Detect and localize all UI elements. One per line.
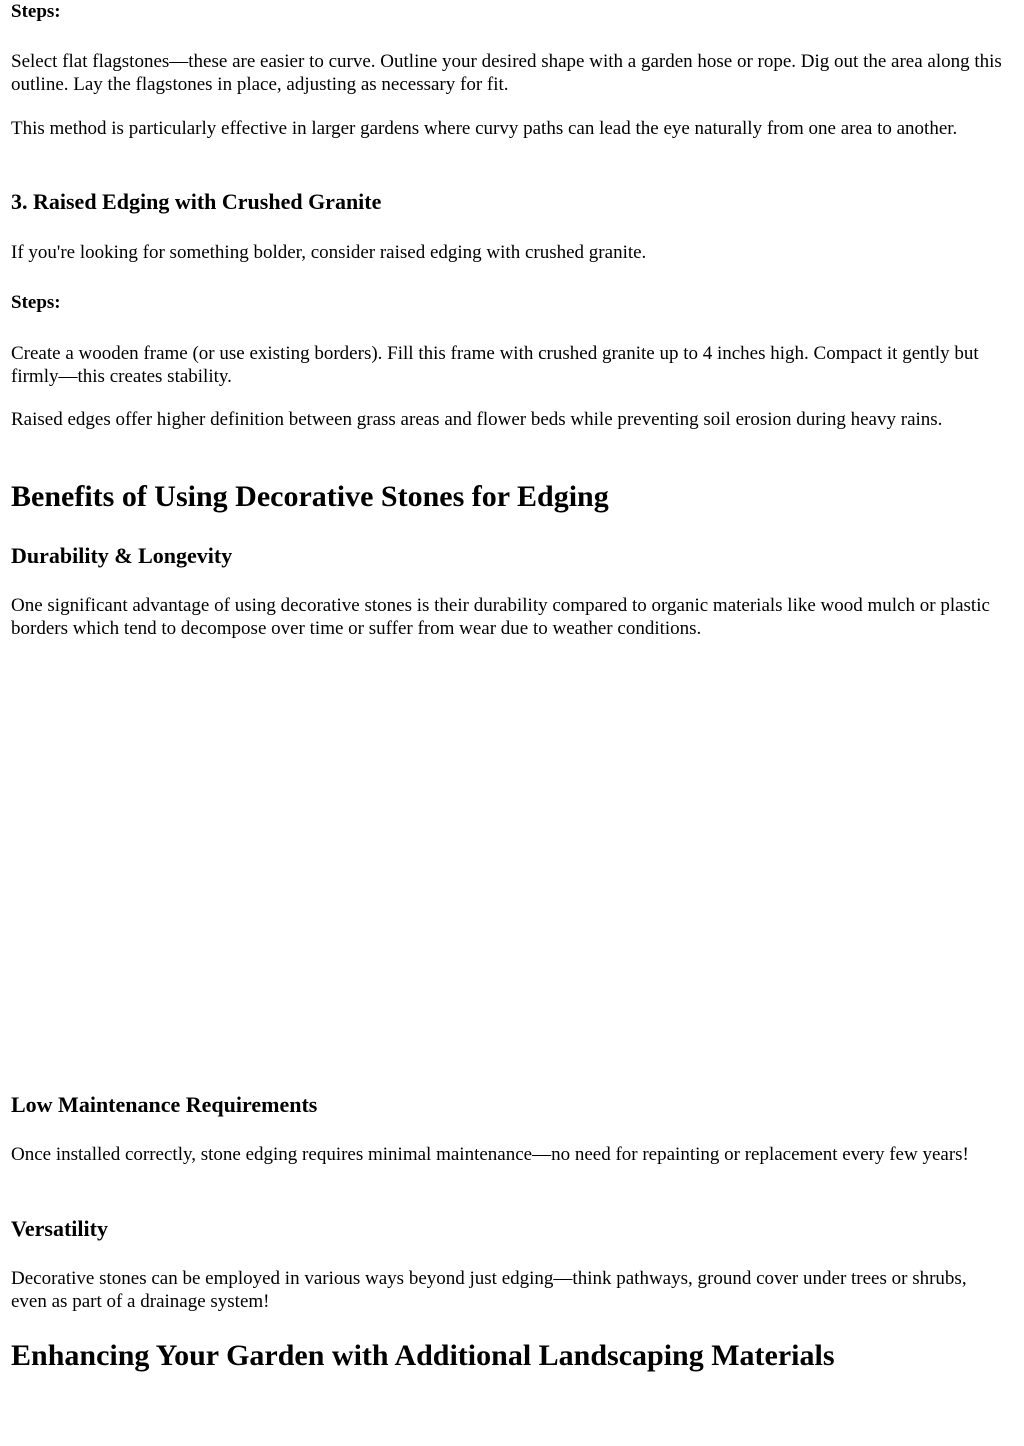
versatility-heading: Versatility	[11, 1216, 108, 1241]
maintenance-heading: Low Maintenance Requirements	[11, 1092, 318, 1117]
raised-edging-heading: 3. Raised Edging with Crushed Granite	[11, 189, 382, 214]
durability-text: One significant advantage of using decorative stones is their durability compared to organic materials like wood mulch or plastic borders which tend to decompose over time or suffer from wear due to weather conditions.	[11, 595, 990, 639]
raised-edging-steps-label: Steps:	[11, 292, 61, 313]
enhancing-heading: Enhancing Your Garden with Additional Landscaping Materials	[11, 1339, 835, 1372]
flagstones-steps-label: Steps:	[11, 1, 61, 22]
raised-edging-intro: If you're looking for something bolder, consider raised edging with crushed granite.	[11, 242, 647, 263]
empty-content-area	[11, 660, 1006, 1080]
versatility-text: Decorative stones can be employed in various ways beyond just edging—think pathways, ground cover under trees or shrubs, even as part of a drainage system!	[11, 1268, 967, 1312]
benefits-heading: Benefits of Using Decorative Stones for Edging	[11, 480, 609, 513]
flagstones-note: This method is particularly effective in larger gardens where curvy paths can lead the eye naturally from one area to another.	[11, 118, 958, 139]
maintenance-text: Once installed correctly, stone edging requires minimal maintenance—no need for repainting or replacement every few years!	[11, 1144, 969, 1165]
raised-edging-steps-text: Create a wooden frame (or use existing borders). Fill this frame with crushed granite up to 4 inches high. Compact it gently but firmly—this creates stability.	[11, 343, 979, 387]
raised-edging-note: Raised edges offer higher definition between grass areas and flower beds while preventing soil erosion during heavy rains.	[11, 409, 943, 430]
durability-heading: Durability & Longevity	[11, 543, 233, 568]
flagstones-steps-text: Select flat flagstones—these are easier to curve. Outline your desired shape with a garden hose or rope. Dig out the area along this outline. Lay the flagstones in place, adjusting as necessary for fit.	[11, 51, 1002, 95]
